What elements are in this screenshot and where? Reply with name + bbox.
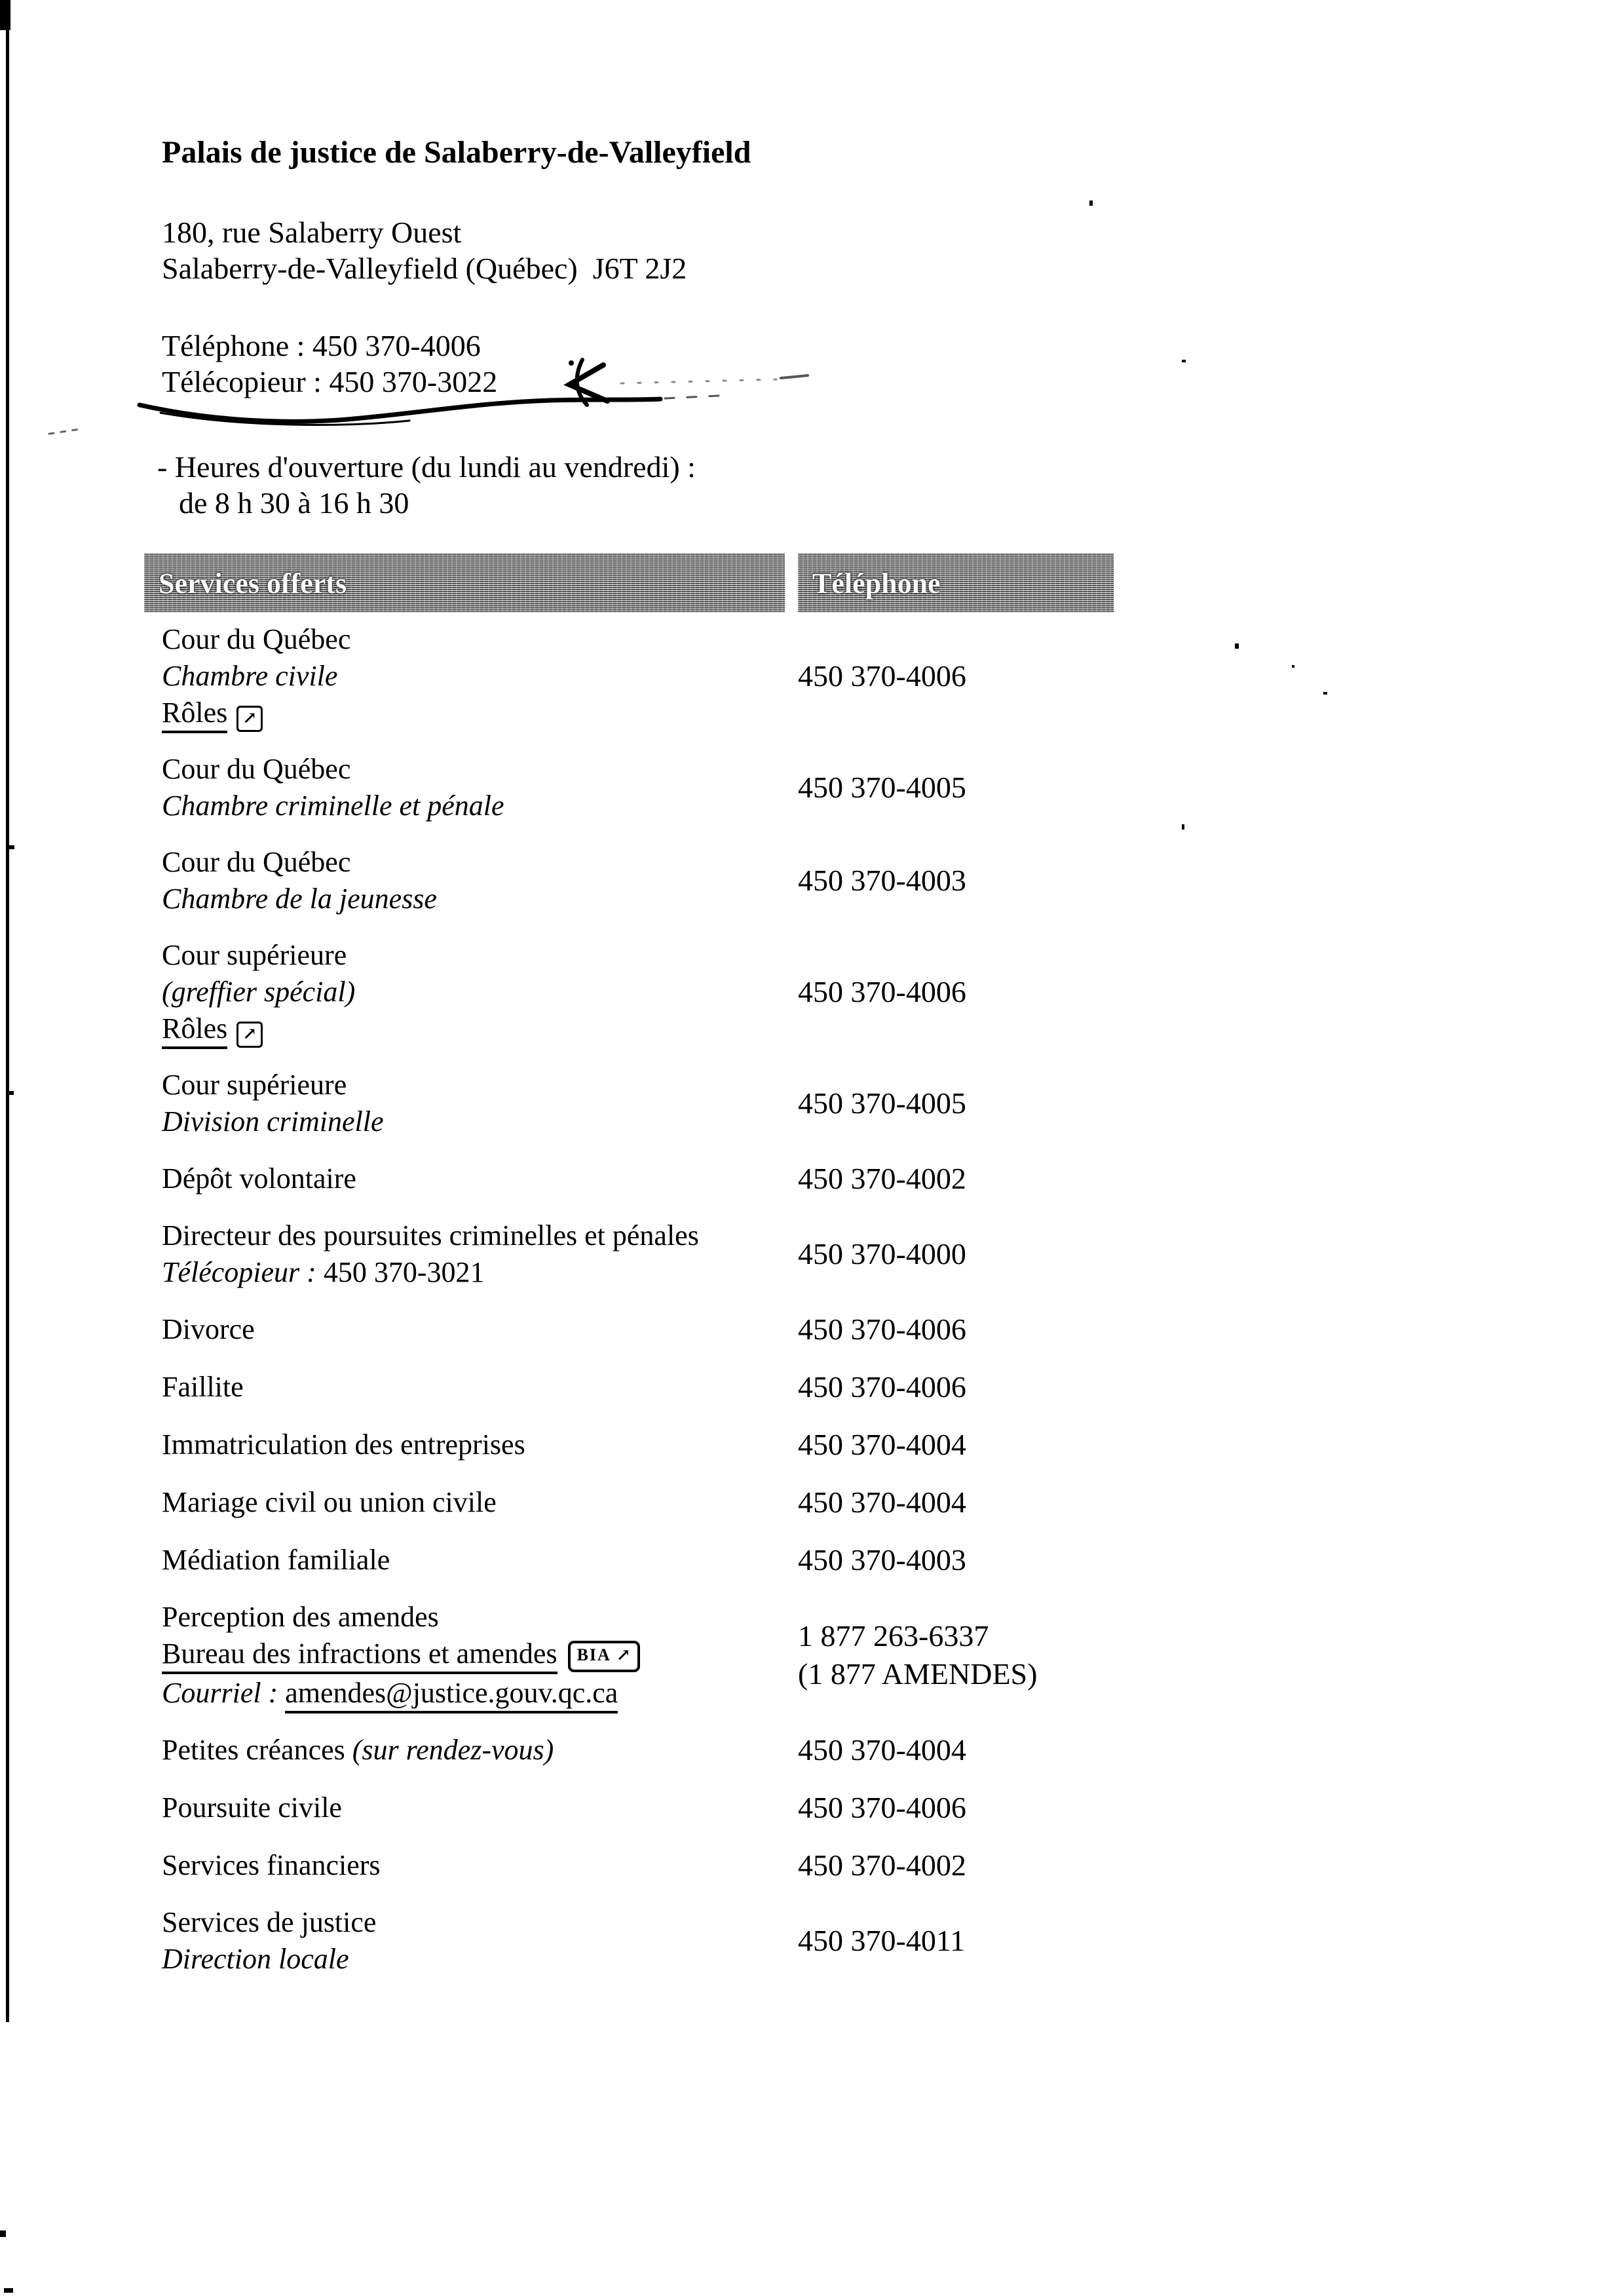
service-name-text: Divorce — [162, 1313, 255, 1345]
service-name-line — [162, 1010, 793, 1047]
external-link-arrow: ↗ — [616, 1645, 631, 1664]
phone-cell — [793, 1368, 1125, 1406]
table-row — [162, 1731, 1125, 1769]
service-name-text: Immatriculation des entreprises — [162, 1428, 525, 1461]
fax-line: Télécopieur : 450 370-3022 — [162, 365, 498, 398]
services-table-body — [162, 621, 1125, 1997]
table-row — [162, 1311, 1125, 1349]
service-name-text: (greffier spécial) — [162, 976, 356, 1008]
service-name-line — [162, 751, 793, 788]
scan-edge-tick — [4, 2288, 13, 2293]
table-row — [162, 937, 1125, 1047]
service-name-text: Cour du Québec — [162, 623, 351, 655]
phone-value: 450 370-4006 — [798, 1370, 966, 1404]
service-name-cell — [162, 1160, 793, 1197]
service-name-line — [162, 1311, 793, 1348]
phone-value: 1 877 263-6337 — [798, 1619, 989, 1653]
address-line-1: 180, rue Salaberry Ouest — [162, 216, 462, 249]
table-row — [162, 844, 1125, 917]
page-title: Palais de justice de Salaberry-de-Valleyfield — [162, 135, 751, 170]
external-link-icon[interactable]: ↗ — [236, 706, 263, 732]
phone-cell — [793, 1922, 1125, 1960]
table-row — [162, 751, 1125, 824]
service-name-line — [162, 844, 793, 881]
service-name-text: Courriel : — [162, 1677, 278, 1709]
bia-external-link-icon[interactable] — [568, 1641, 640, 1672]
table-row — [162, 1789, 1125, 1827]
toner-speck — [1182, 360, 1186, 362]
service-name-line — [162, 1484, 793, 1521]
stray-pencil-dash — [49, 429, 84, 434]
service-name-text: Cour supérieure — [162, 939, 347, 971]
service-name-cell — [162, 1217, 793, 1291]
service-name-line — [162, 1904, 793, 1941]
service-name-line — [162, 1789, 793, 1826]
scan-edge-tick — [9, 845, 14, 849]
table-header-phone-cell — [798, 554, 1114, 613]
service-name-line — [162, 974, 793, 1010]
phone-cell — [793, 1160, 1125, 1198]
service-name-line — [162, 621, 793, 658]
service-name-text: Perception des amendes — [162, 1601, 439, 1633]
service-name-line — [162, 1103, 793, 1140]
table-row — [162, 1426, 1125, 1464]
service-name-text: Dépôt volontaire — [162, 1162, 356, 1195]
service-name-line — [162, 788, 793, 824]
service-name-text: Cour du Québec — [162, 753, 351, 785]
fax-underline-scribble-2 — [161, 413, 409, 425]
service-name-line — [162, 658, 793, 695]
toner-speck — [1182, 824, 1184, 830]
service-name-text: Mariage civil ou union civile — [162, 1486, 497, 1518]
table-row — [162, 1160, 1125, 1198]
service-name-text: Cour supérieure — [162, 1069, 347, 1101]
hours-line-2: de 8 h 30 à 16 h 30 — [179, 486, 409, 520]
service-name-text: Faillite — [162, 1371, 244, 1403]
service-name-line — [162, 1369, 793, 1406]
service-name-line — [162, 881, 793, 917]
service-name-line — [162, 1426, 793, 1463]
external-link-icon[interactable]: ↗ — [236, 1022, 263, 1048]
phone-value: 450 370-4004 — [798, 1428, 966, 1461]
service-link[interactable]: Rôles — [162, 1012, 227, 1049]
service-name-cell — [162, 937, 793, 1047]
table-row — [162, 1483, 1125, 1521]
service-link[interactable]: Bureau des infractions et amendes — [162, 1637, 557, 1674]
service-name-cell — [162, 1484, 793, 1521]
phone-value: 450 370-4000 — [798, 1237, 966, 1271]
bia-badge-label: BIA — [576, 1645, 611, 1664]
service-link[interactable]: Rôles — [162, 697, 227, 733]
toner-speck — [1323, 692, 1327, 695]
handwritten-arrow — [569, 365, 607, 401]
service-name-text: Chambre criminelle et pénale — [162, 790, 504, 822]
service-name-line — [162, 1636, 793, 1675]
service-name-cell — [162, 1311, 793, 1348]
phone-cell — [793, 1541, 1125, 1579]
table-header-services-label: Services offerts — [159, 567, 347, 600]
phone-value: 450 370-4006 — [798, 659, 966, 693]
table-row — [162, 1846, 1125, 1885]
service-name-text: 450 370-3021 — [316, 1256, 485, 1288]
service-name-text: Direction locale — [162, 1943, 349, 1975]
toner-speck — [1292, 665, 1294, 668]
table-row — [162, 1541, 1125, 1579]
toner-speck — [1089, 201, 1093, 206]
table-row — [162, 1217, 1125, 1291]
phone-value: 450 370-4011 — [798, 1924, 966, 1957]
service-link[interactable]: amendes@justice.gouv.qc.ca — [285, 1677, 618, 1713]
service-name-line — [162, 1067, 793, 1103]
handwritten-arrow-dot — [569, 360, 574, 366]
table-row — [162, 1368, 1125, 1406]
phone-value: 450 370-4005 — [798, 1086, 966, 1120]
phone-cell — [793, 1731, 1125, 1769]
phone-cell — [793, 1789, 1125, 1827]
phone-cell — [793, 657, 1125, 695]
service-name-text: Chambre civile — [162, 660, 338, 692]
service-name-cell — [162, 844, 793, 917]
service-name-text — [278, 1677, 285, 1709]
phone-cell — [793, 1483, 1125, 1521]
service-name-cell — [162, 1904, 793, 1978]
service-name-cell — [162, 1067, 793, 1140]
service-name-text: Directeur des poursuites criminelles et pénales — [162, 1219, 699, 1252]
scan-edge-line — [6, 0, 9, 2022]
service-name-text: (sur rendez-vous) — [352, 1734, 554, 1766]
service-name-cell — [162, 1732, 793, 1769]
table-header-services-cell — [144, 554, 785, 613]
phone-value: 450 370-4006 — [798, 1791, 966, 1824]
scan-edge-tick — [0, 2230, 6, 2237]
service-name-cell — [162, 751, 793, 824]
table-row — [162, 1904, 1125, 1978]
service-name-text: Services financiers — [162, 1849, 381, 1881]
service-name-cell — [162, 1789, 793, 1826]
service-name-line — [162, 695, 793, 731]
table-header-phone-label: Téléphone — [812, 567, 941, 600]
service-name-text: Petites créances — [162, 1734, 352, 1766]
service-name-line — [162, 1941, 793, 1978]
service-name-cell — [162, 1369, 793, 1406]
phone-value: 450 370-4004 — [798, 1733, 966, 1767]
phone-value: 450 370-4003 — [798, 1543, 966, 1577]
phone-value: 450 370-4002 — [798, 1162, 966, 1195]
service-name-line — [162, 937, 793, 974]
service-name-text: Division criminelle — [162, 1105, 384, 1138]
phone-cell — [793, 862, 1125, 900]
service-name-text: Chambre de la jeunesse — [162, 883, 437, 915]
phone-cell — [793, 1846, 1125, 1885]
service-name-line — [162, 1599, 793, 1636]
service-name-cell — [162, 1847, 793, 1884]
table-header-bar — [144, 554, 1114, 613]
scan-edge-tick — [9, 1091, 14, 1095]
table-row — [162, 1067, 1125, 1140]
phone-value: 450 370-4006 — [798, 1312, 966, 1346]
service-name-line — [162, 1542, 793, 1578]
fax-underline-scribble — [140, 399, 660, 421]
service-name-text: Services de justice — [162, 1906, 377, 1938]
service-name-line — [162, 1217, 793, 1254]
service-name-line — [162, 1847, 793, 1884]
phone-value: 450 370-4003 — [798, 864, 966, 897]
service-name-line — [162, 1254, 793, 1291]
pencil-line — [621, 379, 776, 383]
table-row — [162, 621, 1125, 731]
phone-cell — [793, 973, 1125, 1011]
phone-value: 450 370-4004 — [798, 1485, 966, 1519]
phone-line: Téléphone : 450 370-4006 — [162, 329, 481, 362]
service-name-cell — [162, 1426, 793, 1463]
service-name-cell — [162, 1599, 793, 1712]
phone-cell — [793, 1426, 1125, 1464]
phone-cell — [793, 769, 1125, 807]
service-name-line — [162, 1160, 793, 1197]
service-name-line — [162, 1675, 793, 1712]
phone-value: 450 370-4005 — [798, 771, 966, 804]
pencil-line-end-dash — [781, 375, 808, 378]
service-name-line — [162, 1732, 793, 1769]
service-name-text: Cour du Québec — [162, 846, 351, 878]
service-name-cell — [162, 1542, 793, 1578]
service-name-text: Télécopieur : — [162, 1256, 316, 1288]
service-name-text: Médiation familiale — [162, 1544, 390, 1576]
toner-speck — [1235, 643, 1239, 649]
handwritten-arrow-stroke — [577, 360, 587, 405]
hours-line-1: - Heures d'ouverture (du lundi au vendredi) : — [157, 450, 696, 484]
phone-value: 450 370-4006 — [798, 975, 966, 1008]
service-name-text: Poursuite civile — [162, 1791, 342, 1824]
service-name-cell — [162, 621, 793, 731]
phone-cell — [793, 1311, 1125, 1349]
address-line-2: Salaberry-de-Valleyfield (Québec) J6T 2J2 — [162, 252, 687, 285]
phone-value: (1 877 AMENDES) — [798, 1657, 1038, 1691]
phone-cell — [793, 1617, 1125, 1693]
table-row — [162, 1599, 1125, 1712]
phone-cell — [793, 1084, 1125, 1122]
fax-underline-trail — [665, 395, 730, 398]
phone-value: 450 370-4002 — [798, 1848, 966, 1882]
phone-cell — [793, 1235, 1125, 1273]
